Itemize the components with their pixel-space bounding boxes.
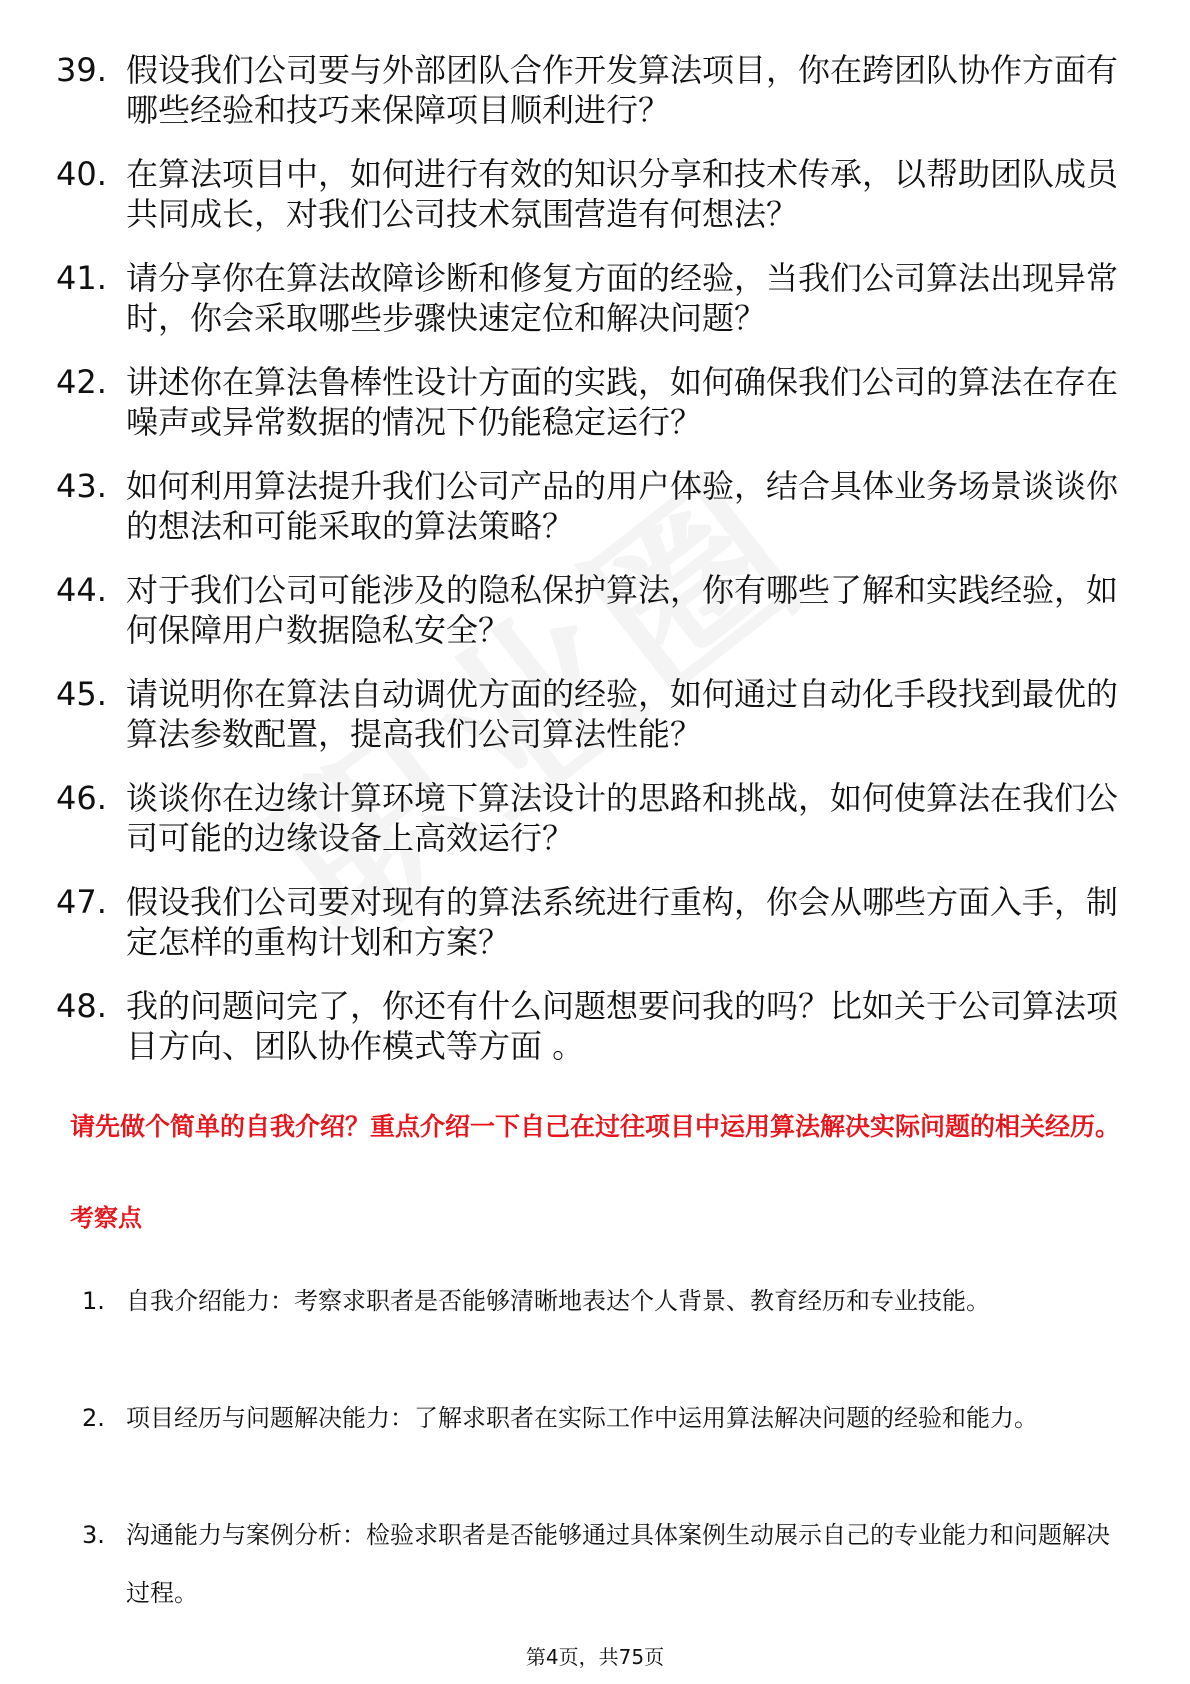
assessment-point	[82, 1506, 1122, 1623]
question-item	[56, 362, 1126, 466]
question-text: 假设我们公司要对现有的算法系统进行重构，你会从哪些方面入手，制定怎样的重构计划和方案？	[126, 883, 1119, 961]
highlight-question: 请先做个简单的自我介绍？重点介绍一下自己在过往项目中运用算法解决实际问题的相关经历。	[70, 1112, 1121, 1141]
question-item	[56, 466, 1126, 570]
assessment-point	[82, 1272, 1122, 1389]
question-text: 请说明你在算法自动调优方面的经验，如何通过自动化手段找到最优的算法参数配置，提高我们公司算法性能？	[126, 675, 1119, 753]
question-item	[56, 154, 1126, 258]
question-list	[56, 50, 1126, 1090]
page-footer: 第4页，共75页	[525, 1645, 665, 1669]
question-number: 46.	[56, 779, 107, 817]
question-text: 在算法项目中，如何进行有效的知识分享和技术传承，以帮助团队成员共同成长，对我们公司技术氛围营造有何想法？	[126, 155, 1119, 233]
question-number: 40.	[56, 155, 107, 193]
question-number: 41.	[56, 259, 107, 297]
question-number: 45.	[56, 675, 107, 713]
assessment-point	[82, 1389, 1122, 1506]
point-text: 项目经历与问题解决能力：了解求职者在实际工作中运用算法解决问题的经验和能力。	[126, 1404, 1038, 1432]
question-item	[56, 882, 1126, 986]
question-item	[56, 570, 1126, 674]
question-number: 47.	[56, 883, 107, 921]
question-item	[56, 674, 1126, 778]
question-item	[56, 258, 1126, 362]
point-number: 3.	[82, 1521, 105, 1549]
assessment-points-list	[82, 1272, 1122, 1623]
question-number: 42.	[56, 363, 107, 401]
question-number: 43.	[56, 467, 107, 505]
point-text: 沟通能力与案例分析：检验求职者是否能够通过具体案例生动展示自己的专业能力和问题解决过程。	[126, 1521, 1110, 1607]
question-text: 我的问题问完了，你还有什么问题想要问我的吗？比如关于公司算法项目方向、团队协作模式等方面 。	[126, 987, 1119, 1065]
point-number: 1.	[82, 1287, 105, 1315]
question-text: 对于我们公司可能涉及的隐私保护算法，你有哪些了解和实践经验，如何保障用户数据隐私安全？	[126, 571, 1119, 649]
question-text: 如何利用算法提升我们公司产品的用户体验，结合具体业务场景谈谈你的想法和可能采取的算法策略？	[126, 467, 1119, 545]
question-text: 讲述你在算法鲁棒性设计方面的实践，如何确保我们公司的算法在存在噪声或异常数据的情况下仍能稳定运行？	[126, 363, 1119, 441]
question-text: 假设我们公司要与外部团队合作开发算法项目，你在跨团队协作方面有哪些经验和技巧来保障项目顺利进行？	[126, 51, 1119, 129]
question-item	[56, 778, 1126, 882]
point-text: 自我介绍能力：考察求职者是否能够清晰地表达个人背景、教育经历和专业技能。	[126, 1287, 990, 1315]
question-number: 39.	[56, 51, 107, 89]
point-number: 2.	[82, 1404, 105, 1432]
question-item	[56, 986, 1126, 1090]
question-text: 请分享你在算法故障诊断和修复方面的经验，当我们公司算法出现异常时，你会采取哪些步骤快速定位和解决问题？	[126, 259, 1119, 337]
section-label: 考察点	[70, 1204, 142, 1232]
question-item	[56, 50, 1126, 154]
question-text: 谈谈你在边缘计算环境下算法设计的思路和挑战，如何使算法在我们公司可能的边缘设备上高效运行？	[126, 779, 1119, 857]
question-number: 44.	[56, 571, 107, 609]
question-number: 48.	[56, 987, 107, 1025]
